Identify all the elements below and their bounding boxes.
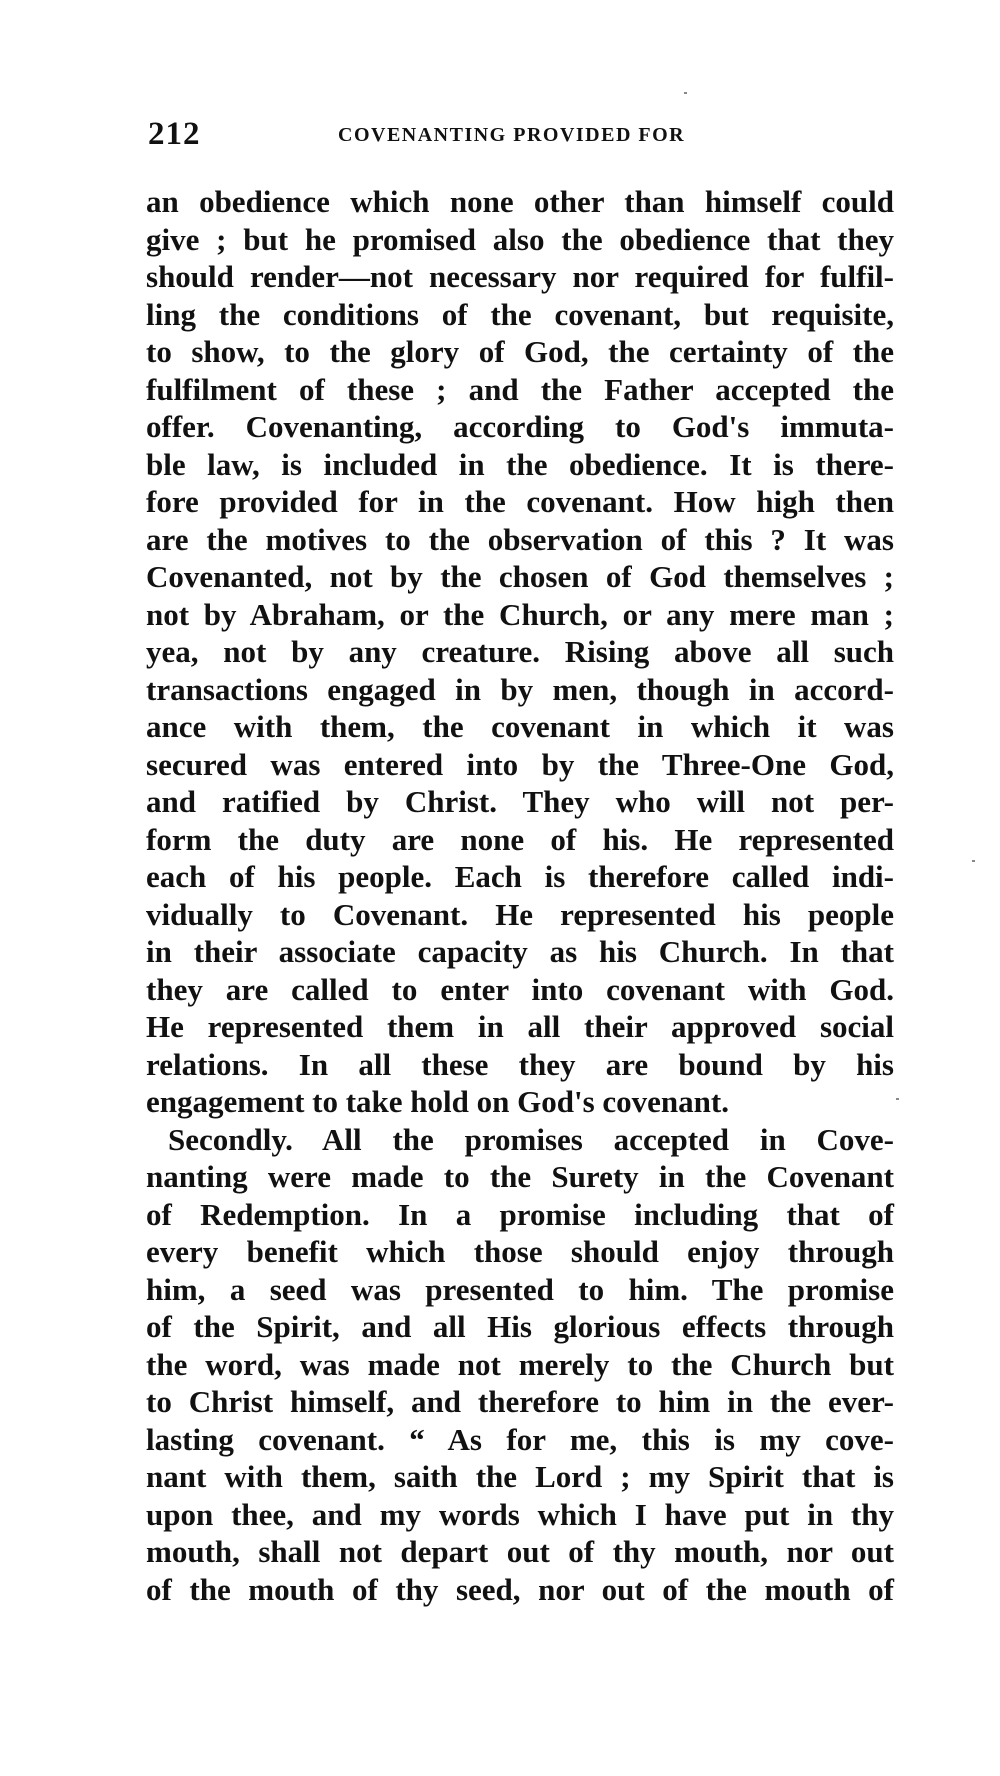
text-line: mouth, shall not depart out of thy mouth, nor out: [146, 1534, 894, 1569]
text-line: yea, not by any creature. Rising above all such: [146, 634, 894, 669]
text-line: fore provided for in the covenant. How high then: [146, 484, 894, 519]
text-line: of Redemption. In a promise including that of: [146, 1196, 894, 1232]
text-line: vidually to Covenant. He represented his people: [146, 896, 894, 932]
text-line: give ; but he promised also the obedience that they: [146, 221, 894, 257]
text-line: He represented them in all their approved social: [146, 1009, 894, 1044]
paragraph-1: [146, 183, 894, 1121]
text-line: the word, was made not merely to the Church but: [146, 1346, 894, 1382]
text-line: and ratified by Christ. They who will not per-: [146, 784, 894, 819]
paper-speck: [684, 92, 687, 94]
paper-speck: [972, 860, 975, 862]
paragraph-2: [146, 1121, 894, 1609]
running-head: [148, 116, 888, 156]
text-line: him, a seed was presented to him. The promise: [146, 1271, 894, 1307]
paper-speck: [896, 1098, 899, 1100]
text-line: relations. In all these they are bound by his: [146, 1046, 894, 1082]
running-title: COVENANTING PROVIDED FOR: [338, 124, 686, 146]
text-line: lasting covenant. “ As for me, this is my cove-: [146, 1421, 894, 1457]
text-line: upon thee, and my words which I have put in thy: [146, 1496, 894, 1532]
text-line: Secondly. All the promises accepted in Cove-: [168, 1121, 894, 1157]
text-line: form the duty are none of his. He represented: [146, 821, 894, 857]
text-line: to show, to the glory of God, the certainty of the: [146, 334, 894, 369]
text-line: ling the conditions of the covenant, but requisite,: [146, 296, 894, 332]
text-line: engagement to take hold on God's covenant.: [146, 1084, 729, 1119]
text-line: in their associate capacity as his Church. In that: [146, 934, 894, 969]
text-line: nanting were made to the Surety in the Covenant: [146, 1159, 894, 1194]
text-line: they are called to enter into covenant with God.: [146, 971, 894, 1007]
page-number: 212: [148, 116, 201, 152]
text-line: an obedience which none other than himself could: [146, 184, 894, 219]
text-line: every benefit which those should enjoy through: [146, 1234, 894, 1269]
text-line: nant with them, saith the Lord ; my Spirit that is: [146, 1459, 894, 1494]
text-line: transactions engaged in by men, though in accord-: [146, 671, 894, 707]
text-line: Covenanted, not by the chosen of God themselves ;: [146, 559, 894, 594]
text-line: secured was entered into by the Three-One God,: [146, 746, 894, 782]
text-line: fulfilment of these ; and the Father accepted the: [146, 371, 894, 407]
text-line: to Christ himself, and therefore to him in the ever-: [146, 1384, 894, 1419]
body-text: [146, 183, 894, 1608]
text-line: of the Spirit, and all His glorious effects through: [146, 1309, 894, 1344]
text-line: ble law, is included in the obedience. It is there-: [146, 446, 894, 482]
text-line: not by Abraham, or the Church, or any mere man ;: [146, 596, 894, 632]
text-line: each of his people. Each is therefore called indi-: [146, 859, 894, 894]
text-line: should render—not necessary nor required for fulfil-: [146, 259, 894, 294]
text-line: ance with them, the covenant in which it was: [146, 709, 894, 744]
text-line: offer. Covenanting, according to God's immuta-: [146, 409, 894, 444]
text-line: are the motives to the observation of this ? It was: [146, 521, 894, 557]
text-line: of the mouth of thy seed, nor out of the mouth of: [146, 1571, 894, 1607]
